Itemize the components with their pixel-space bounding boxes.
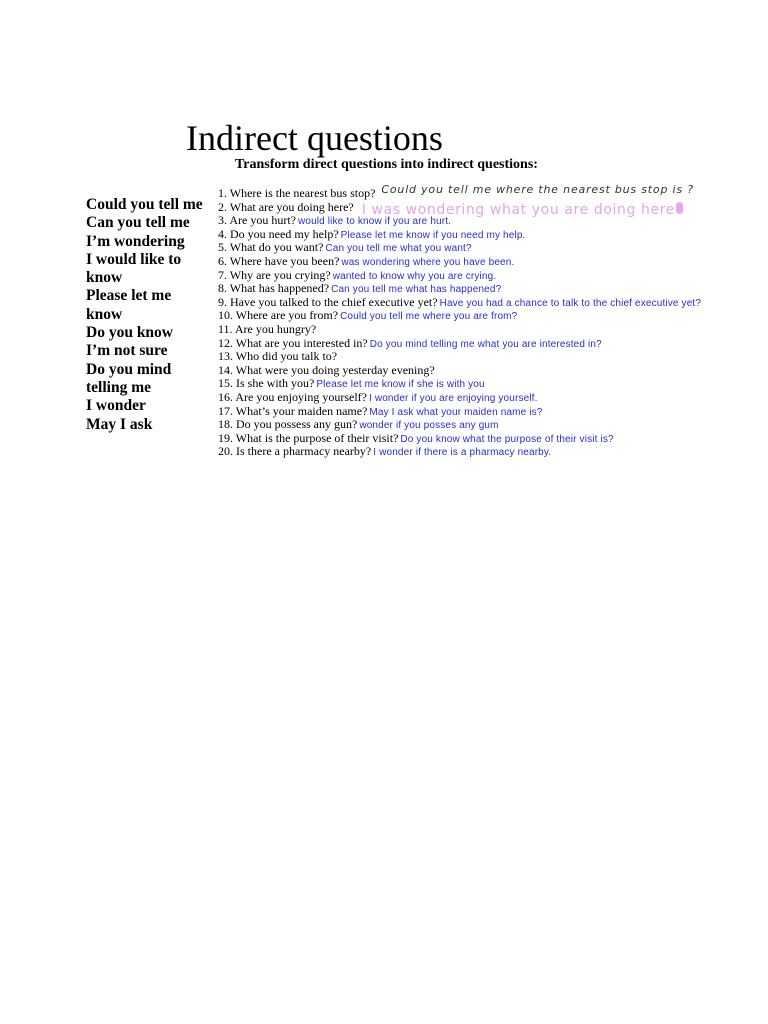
typed-answer: Can you tell me what has happened? xyxy=(331,284,502,296)
question-row xyxy=(218,350,701,364)
question-row xyxy=(218,432,701,446)
phrase-item: I wonder xyxy=(86,397,146,415)
question-text: 15. Is she with you? xyxy=(218,376,315,391)
typed-answer: Do you know what the purpose of their visit is? xyxy=(400,433,614,445)
question-text: 7. Why are you crying? xyxy=(218,267,331,282)
question-text: 11. Are you hungry? xyxy=(218,321,317,336)
question-row xyxy=(218,445,701,459)
question-text: 5. What do you want? xyxy=(218,240,324,255)
question-text: 20. Is there a pharmacy nearby? xyxy=(218,444,372,459)
typed-answer: Could you tell me where you are from? xyxy=(340,311,518,323)
phrase-item: May I ask xyxy=(86,415,153,433)
question-text: 3. Are you hurt? xyxy=(218,213,296,228)
question-row xyxy=(218,309,701,323)
typed-answer: Can you tell me what you want? xyxy=(325,243,472,255)
question-row xyxy=(218,228,701,242)
phrase-item: Please let me xyxy=(86,287,172,305)
handwritten-answer: Could you tell me where the nearest bus stop is ? xyxy=(381,183,694,196)
question-row xyxy=(218,337,701,351)
page-title: Indirect questions xyxy=(186,118,443,158)
typed-answer: wanted to know why you are crying. xyxy=(332,270,497,282)
question-text: 4. Do you need my help? xyxy=(218,226,339,241)
instruction-heading: Transform direct questions into indirect questions: xyxy=(235,157,538,172)
phrase-item: I’m not sure xyxy=(86,342,168,360)
typed-answer: Do you mind telling me what you are interested in? xyxy=(369,338,602,350)
question-row xyxy=(218,364,701,378)
question-text: 6. Where have you been? xyxy=(218,253,340,268)
question-row xyxy=(218,269,701,283)
highlight-mark xyxy=(676,202,683,214)
question-text: 13. Who did you talk to? xyxy=(218,349,338,364)
phrase-item: Do you know xyxy=(86,324,173,342)
phrase-item: telling me xyxy=(86,378,151,396)
question-row xyxy=(218,255,701,269)
phrase-item: Can you tell me xyxy=(86,214,190,232)
question-row xyxy=(218,323,701,337)
question-text: 2. What are you doing here? xyxy=(218,199,354,214)
question-text: 9. Have you talked to the chief executive yet? xyxy=(218,294,438,309)
typed-answer: Please let me know if you need my help. xyxy=(340,229,526,241)
question-row xyxy=(218,199,701,218)
phrase-item: know xyxy=(86,269,123,287)
typed-answer: I wonder if you are enjoying yourself. xyxy=(368,392,538,404)
question-row xyxy=(218,183,701,201)
handwritten-answer: I was wondering what you are doing here xyxy=(361,201,675,218)
question-list xyxy=(218,183,702,459)
question-row xyxy=(218,214,701,228)
question-row xyxy=(218,418,701,432)
question-text: 18. Do you possess any gun? xyxy=(218,417,358,432)
phrase-item: Could you tell me xyxy=(86,196,203,213)
typed-answer: Please let me know if she is with you xyxy=(316,379,485,391)
typed-answer: would like to know if you are hurt. xyxy=(297,216,452,228)
typed-answer: was wondering where you have been. xyxy=(341,256,515,268)
phrase-item: I’m wondering xyxy=(86,232,185,250)
question-text: 8. What has happened? xyxy=(218,281,330,296)
question-text: 19. What is the purpose of their visit? xyxy=(218,430,399,445)
typed-answer: wonder if you posses any gum xyxy=(359,420,499,432)
phrase-item: Do you mind xyxy=(86,360,172,378)
question-row xyxy=(218,241,701,255)
question-row xyxy=(218,377,701,391)
typed-answer: Have you had a chance to talk to the chief executive yet? xyxy=(439,297,702,309)
typed-answer: May I ask what your maiden name is? xyxy=(369,406,543,418)
phrase-item: know xyxy=(86,305,123,323)
question-row xyxy=(218,405,701,419)
question-text: 14. What were you doing yesterday evening? xyxy=(218,362,435,377)
phrase-bank xyxy=(86,196,216,434)
question-text: 16. Are you enjoying yourself? xyxy=(218,389,367,404)
question-row xyxy=(218,282,701,296)
question-row xyxy=(218,391,701,405)
question-text: 12. What are you interested in? xyxy=(218,335,368,350)
question-row xyxy=(218,296,701,310)
question-text: 10. Where are you from? xyxy=(218,308,339,323)
question-text: 1. Where is the nearest bus stop? xyxy=(218,186,376,200)
phrase-item: I would like to xyxy=(86,250,182,268)
question-text: 17. What’s your maiden name? xyxy=(218,403,368,418)
typed-answer: I wonder if there is a pharmacy nearby. xyxy=(373,447,552,459)
